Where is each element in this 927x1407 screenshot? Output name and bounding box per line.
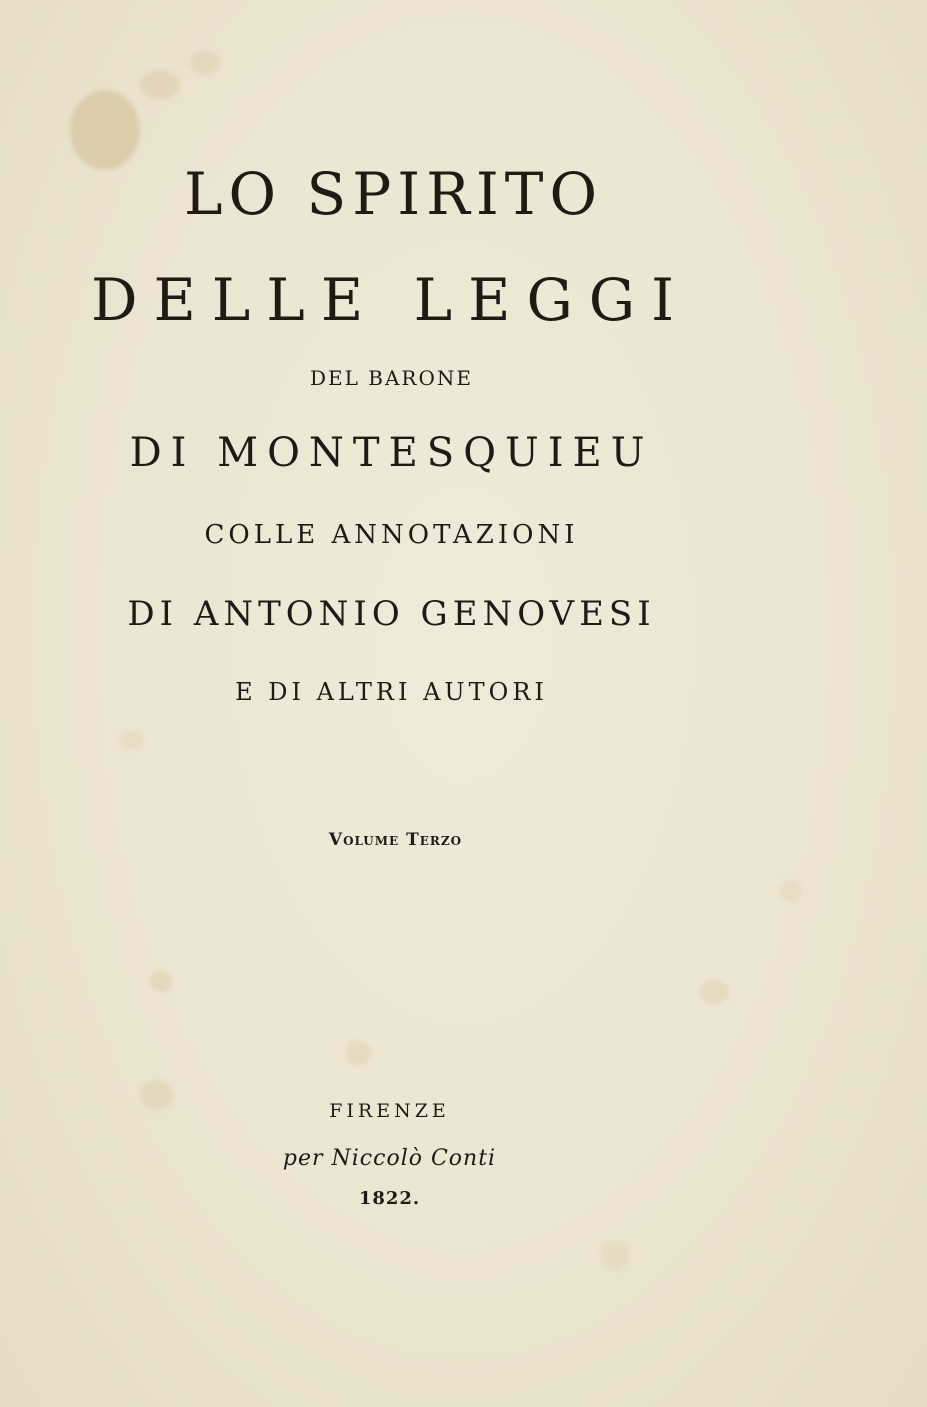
imprint-printer: per Niccolò Conti [282, 1146, 497, 1171]
imprint-year: 1822. [358, 1188, 421, 1209]
foxing-stain [600, 1240, 630, 1270]
title-line-1: LO SPIRITO [184, 160, 603, 228]
author-line: DI MONTESQUIEU [129, 430, 654, 476]
foxing-stain [345, 1040, 371, 1066]
title-line-2: DELLE LEGGI [90, 266, 691, 334]
imprint-city: FIRENZE [329, 1100, 450, 1122]
foxing-stain [70, 90, 140, 170]
foxing-stain [190, 50, 220, 75]
baron-line: DEL BARONE [310, 366, 473, 390]
foxing-stain [140, 70, 180, 100]
foxing-stain [780, 880, 802, 902]
annotator-line: DI ANTONIO GENOVESI [127, 594, 656, 634]
volume-label: Volume Terzo [328, 830, 463, 850]
foxing-stain [150, 970, 172, 992]
other-authors-line: E DI ALTRI AUTORI [235, 678, 548, 706]
annotations-line: COLLE ANNOTAZIONI [204, 520, 579, 550]
foxing-stain [700, 980, 730, 1004]
foxing-stain [120, 730, 144, 750]
